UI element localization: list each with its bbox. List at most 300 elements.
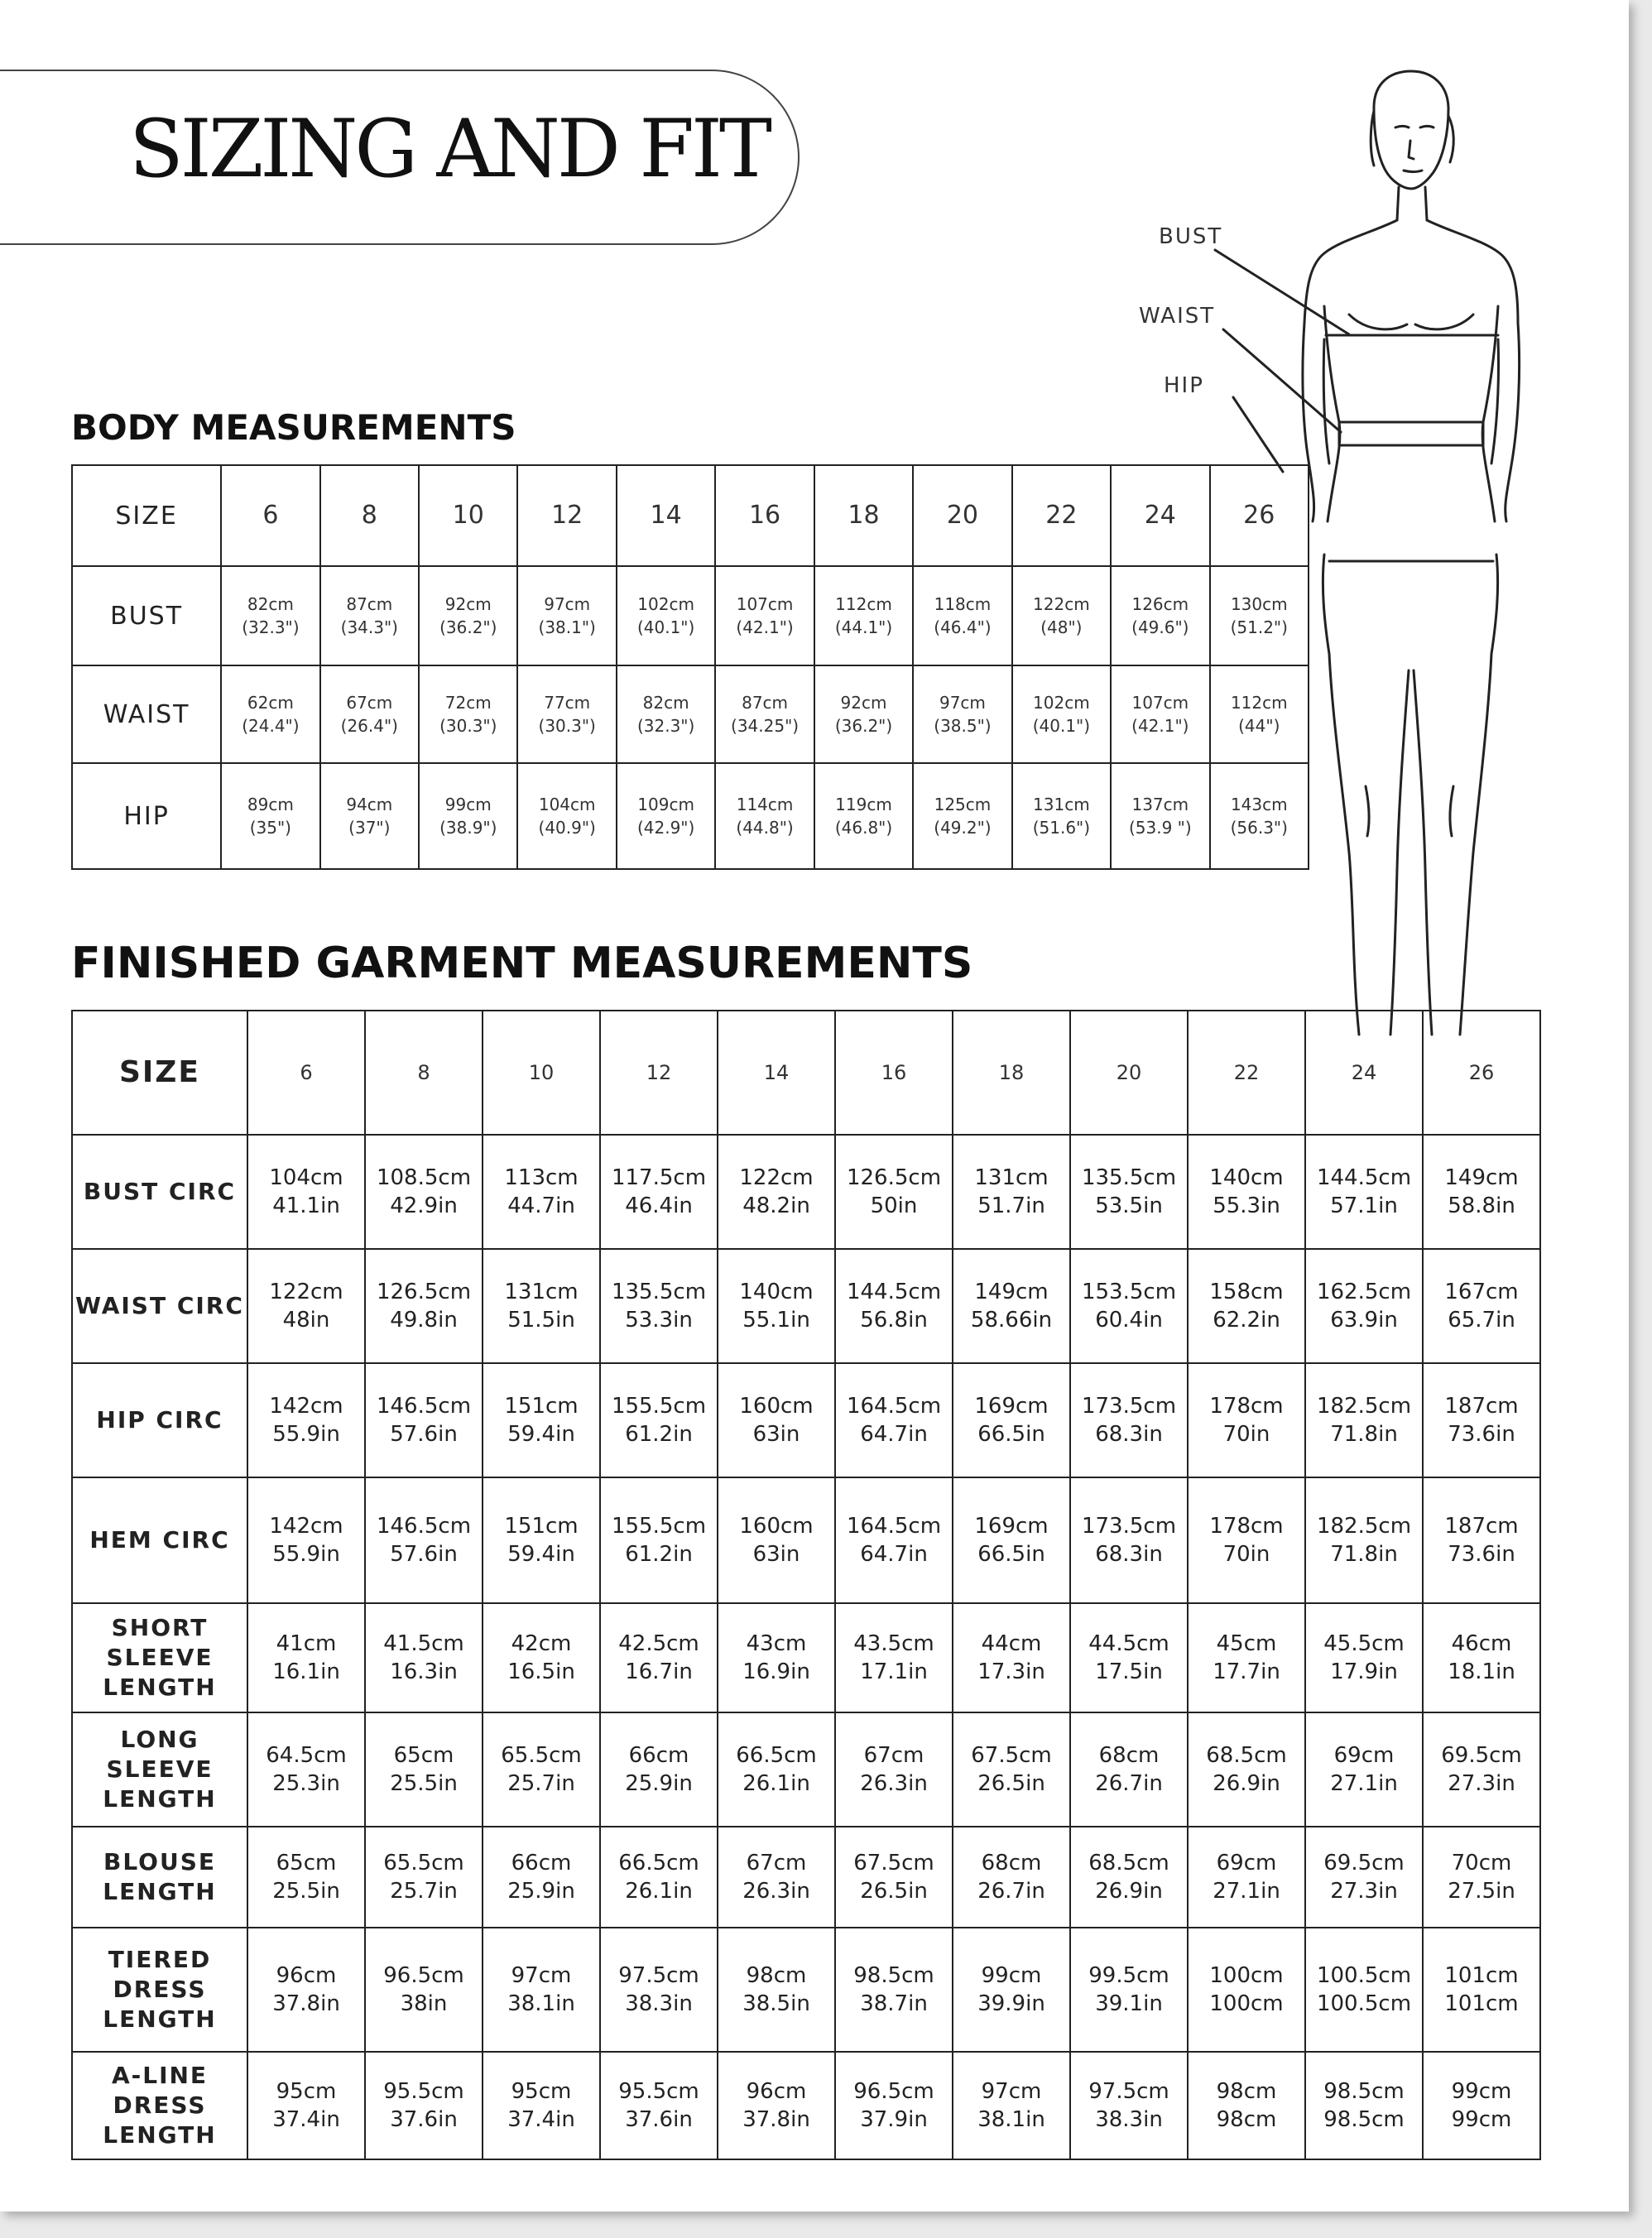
cell-line: 65cm — [276, 1851, 337, 1875]
cell-line: 97.5cm — [618, 1963, 699, 1988]
cell-line: 25.5in — [272, 1879, 340, 1904]
row-label — [72, 1249, 247, 1363]
cell-line: 104cm — [269, 1165, 343, 1190]
cell-line: 41.1in — [272, 1193, 340, 1218]
cell-line: 38.5in — [742, 1991, 810, 2016]
cell-line: 119cm — [835, 795, 892, 814]
measurement-cell — [1210, 665, 1309, 763]
cell-line: 55.1in — [742, 1308, 810, 1333]
cell-line: (51.2") — [1230, 617, 1288, 637]
cell-line: 125cm — [934, 795, 992, 814]
measurement-cell — [365, 1712, 483, 1827]
cell-line: 151cm — [504, 1394, 579, 1419]
cell-line: (34.25") — [731, 716, 800, 736]
cell-line: 122cm — [739, 1165, 814, 1190]
cell-line: 27.5in — [1448, 1879, 1515, 1904]
measurement-cell — [1188, 2052, 1305, 2159]
cell-line: 17.7in — [1213, 1659, 1280, 1684]
measurement-cell — [1305, 1249, 1423, 1363]
cell-line: 26.5in — [977, 1771, 1045, 1796]
cell-line: 39.1in — [1095, 1991, 1163, 2016]
cell-line: 92cm — [840, 693, 887, 713]
measurement-cell — [1188, 1603, 1305, 1712]
cell-line: 87cm — [742, 693, 789, 713]
cell-line: 143cm — [1230, 795, 1288, 814]
cell-line: 102cm — [637, 594, 694, 614]
cell-line: 18.1in — [1448, 1659, 1515, 1684]
measurement-cell — [1305, 2052, 1423, 2159]
cell-line: 104cm — [538, 795, 596, 814]
cell-line: 46cm — [1451, 1631, 1512, 1656]
cell-line: 26.3in — [742, 1879, 810, 1904]
cell-line: (30.3") — [538, 716, 596, 736]
cell-line: (38.9") — [439, 818, 497, 838]
cell-line: 97cm — [544, 594, 591, 614]
measurement-cell — [1210, 566, 1309, 665]
measurement-cell — [365, 1827, 483, 1928]
measurement-cell — [600, 1928, 718, 2052]
measurement-cell — [715, 665, 814, 763]
cell-line: (40.9") — [538, 818, 596, 838]
cell-line: 64.7in — [860, 1542, 928, 1567]
cell-line: LENGTH — [103, 2121, 217, 2149]
row-label: WAIST — [72, 665, 221, 763]
measurement-cell — [835, 1249, 953, 1363]
cell-line: (40.1") — [1032, 716, 1091, 736]
figure-label-bust: BUST — [1159, 224, 1223, 249]
cell-line: 59.4in — [507, 1542, 575, 1567]
measurement-cell — [718, 2052, 835, 2159]
cell-line: 26.9in — [1213, 1771, 1280, 1796]
cell-line: 37.4in — [507, 2107, 575, 2132]
measurement-cell — [600, 1249, 718, 1363]
cell-line: (30.3") — [439, 716, 497, 736]
measurement-cell — [718, 1363, 835, 1477]
measurement-cell — [320, 566, 419, 665]
cell-line: LONG — [120, 1726, 199, 1753]
cell-line: 169cm — [974, 1514, 1049, 1539]
cell-line: (38.1") — [538, 617, 596, 637]
cell-line: 149cm — [1444, 1165, 1519, 1190]
cell-line: 67cm — [346, 693, 393, 713]
measurement-cell — [835, 1827, 953, 1928]
cell-line: 42.9in — [390, 1193, 458, 1218]
measurement-cell — [517, 566, 616, 665]
measurement-cell — [1070, 1249, 1188, 1363]
measurement-cell — [1423, 1928, 1540, 2052]
table-row — [72, 1712, 1540, 1827]
measurement-cell — [600, 1363, 718, 1477]
cell-line: 65cm — [393, 1743, 454, 1768]
cell-line: (53.9 ") — [1128, 818, 1192, 838]
cell-line: 67.5cm — [853, 1851, 934, 1875]
cell-line: 65.5cm — [501, 1743, 582, 1768]
cell-line: 135.5cm — [611, 1280, 707, 1304]
cell-line: 51.7in — [977, 1193, 1045, 1218]
size-8: 8 — [365, 1011, 483, 1135]
cell-line: 27.3in — [1330, 1879, 1398, 1904]
cell-line: 62.2in — [1213, 1308, 1280, 1333]
cell-line: 99cm — [1451, 2079, 1512, 2104]
measurement-cell — [1305, 1603, 1423, 1712]
cell-line: 70in — [1222, 1542, 1270, 1567]
cell-line: 38.1in — [977, 2107, 1045, 2132]
measurement-cell — [483, 1712, 600, 1827]
cell-line: SHORT — [111, 1614, 209, 1641]
cell-line: 107cm — [736, 594, 794, 614]
measurement-cell — [1188, 1363, 1305, 1477]
measurement-cell — [221, 566, 319, 665]
measurement-cell — [1070, 1477, 1188, 1603]
cell-line: 100cm — [1209, 1991, 1284, 2016]
measurement-cell — [1423, 1712, 1540, 1827]
measurement-cell — [247, 2052, 365, 2159]
cell-line: 57.6in — [390, 1422, 458, 1447]
table-row — [72, 2052, 1540, 2159]
measurement-cell — [953, 1249, 1070, 1363]
cell-line: 45cm — [1216, 1631, 1277, 1656]
measurement-cell — [247, 1363, 365, 1477]
row-label — [72, 1135, 247, 1249]
size-22: 22 — [1188, 1011, 1305, 1135]
measurement-cell — [835, 1603, 953, 1712]
cell-line: LENGTH — [103, 1674, 217, 1701]
measurement-cell — [600, 1712, 718, 1827]
row-label — [72, 1827, 247, 1928]
cell-line: 97cm — [511, 1963, 572, 1988]
cell-line: 140cm — [739, 1280, 814, 1304]
measurement-cell — [1070, 1827, 1188, 1928]
cell-line: 42cm — [511, 1631, 572, 1656]
cell-line: 25.7in — [507, 1771, 575, 1796]
cell-line: 101cm — [1444, 1963, 1519, 1988]
cell-line: 66cm — [628, 1743, 689, 1768]
cell-line: 98cm — [1216, 2079, 1277, 2104]
measurement-cell — [953, 1712, 1070, 1827]
cell-line: 95cm — [511, 2079, 572, 2104]
row-label — [72, 1712, 247, 1827]
cell-line: 43cm — [746, 1631, 807, 1656]
cell-line: 57.6in — [390, 1542, 458, 1567]
cell-line: (51.6") — [1032, 818, 1091, 838]
cell-line: 113cm — [504, 1165, 579, 1190]
cell-line: 58.8in — [1448, 1193, 1515, 1218]
measurement-cell — [483, 1827, 600, 1928]
cell-line: 50in — [870, 1193, 918, 1218]
table-row — [72, 1928, 1540, 2052]
cell-line: 108.5cm — [376, 1165, 472, 1190]
cell-line: 43.5cm — [853, 1631, 934, 1656]
measurement-cell — [1111, 566, 1209, 665]
measurement-cell — [1305, 1827, 1423, 1928]
measurement-cell — [1012, 763, 1111, 869]
cell-line: 167cm — [1444, 1280, 1519, 1304]
cell-line: 16.3in — [390, 1659, 458, 1684]
cell-line: 87cm — [346, 594, 393, 614]
measurement-cell — [913, 763, 1011, 869]
row-label — [72, 1928, 247, 2052]
size-24: 24 — [1305, 1011, 1423, 1135]
cell-line: 16.5in — [507, 1659, 575, 1684]
cell-line: SLEEVE — [106, 1755, 214, 1783]
measurement-cell — [1070, 1928, 1188, 2052]
cell-line: 48in — [282, 1308, 330, 1333]
cell-line: 27.1in — [1330, 1771, 1398, 1796]
cell-line: (24.4") — [242, 716, 300, 736]
cell-line: 96cm — [746, 2079, 807, 2104]
cell-line: 71.8in — [1330, 1422, 1398, 1447]
cell-line: 178cm — [1209, 1514, 1284, 1539]
measurement-cell — [600, 2052, 718, 2159]
table-row — [72, 1363, 1540, 1477]
cell-line: TIERED — [108, 1946, 212, 1973]
body-measurements-title: BODY MEASUREMENTS — [71, 407, 516, 448]
measurement-cell — [835, 1363, 953, 1477]
measurement-cell — [320, 763, 419, 869]
measurement-cell — [1070, 1603, 1188, 1712]
cell-line: 97.5cm — [1088, 2079, 1169, 2104]
cell-line: 46.4in — [625, 1193, 693, 1218]
cell-line: (46.8") — [834, 818, 893, 838]
measurement-cell — [1423, 1603, 1540, 1712]
cell-line: 38in — [400, 1991, 448, 2016]
cell-line: (56.3") — [1230, 818, 1288, 838]
cell-line: 187cm — [1444, 1394, 1519, 1419]
measurement-cell — [718, 1712, 835, 1827]
cell-line: 178cm — [1209, 1394, 1284, 1419]
cell-line: 61.2in — [625, 1422, 693, 1447]
size-header-row — [72, 1011, 1540, 1135]
cell-line: 41.5cm — [383, 1631, 464, 1656]
cell-line: 67cm — [746, 1851, 807, 1875]
cell-line: 25.7in — [390, 1879, 458, 1904]
cell-line: 64.7in — [860, 1422, 928, 1447]
cell-line: 131cm — [504, 1280, 579, 1304]
cell-line: LENGTH — [103, 1878, 217, 1905]
measurement-cell — [483, 1477, 600, 1603]
cell-line: 144.5cm — [1316, 1165, 1412, 1190]
cell-line: 67cm — [863, 1743, 924, 1768]
cell-line: DRESS — [113, 1976, 207, 2003]
measurement-cell — [1305, 1363, 1423, 1477]
measurement-cell — [953, 1135, 1070, 1249]
cell-line: 95.5cm — [383, 2079, 464, 2104]
size-18: 18 — [814, 465, 913, 566]
measurement-cell — [365, 1928, 483, 2052]
measurement-cell — [419, 763, 517, 869]
measurement-cell — [814, 665, 913, 763]
measurement-cell — [953, 1603, 1070, 1712]
cell-line: 149cm — [974, 1280, 1049, 1304]
cell-line: 107cm — [1131, 693, 1189, 713]
cell-line: 98.5cm — [1323, 2079, 1405, 2104]
size-6: 6 — [221, 465, 319, 566]
cell-line: 69.5cm — [1441, 1743, 1522, 1768]
measurement-cell — [320, 665, 419, 763]
size-26: 26 — [1423, 1011, 1540, 1135]
measurement-cell — [247, 1477, 365, 1603]
cell-line: 118cm — [934, 594, 992, 614]
cell-line: (37") — [348, 818, 391, 838]
measurement-cell — [835, 1712, 953, 1827]
cell-line: 55.9in — [272, 1542, 340, 1567]
measurement-cell — [1111, 665, 1209, 763]
measurement-cell — [419, 566, 517, 665]
cell-line: (40.1") — [636, 617, 695, 637]
size-12: 12 — [517, 465, 616, 566]
cell-line: 26.7in — [1095, 1771, 1163, 1796]
cell-line: (46.4") — [934, 617, 992, 637]
measurement-cell — [600, 1135, 718, 1249]
cell-line: 17.9in — [1330, 1659, 1398, 1684]
cell-line: LENGTH — [103, 1785, 217, 1813]
measurement-cell — [1423, 1827, 1540, 1928]
measurement-cell — [953, 1363, 1070, 1477]
size-label: SIZE — [72, 1011, 247, 1135]
row-label — [72, 1603, 247, 1712]
cell-line: 99cm — [1451, 2107, 1512, 2132]
measurement-cell — [1188, 1249, 1305, 1363]
measurement-cell — [247, 1827, 365, 1928]
cell-line: 58.66in — [970, 1308, 1053, 1333]
cell-line: 97cm — [939, 693, 986, 713]
cell-line: 97cm — [981, 2079, 1042, 2104]
cell-line: 114cm — [736, 795, 794, 814]
cell-line: 100.5cm — [1316, 1991, 1412, 2016]
cell-line: 16.1in — [272, 1659, 340, 1684]
measurement-cell — [953, 1477, 1070, 1603]
measurement-cell — [953, 2052, 1070, 2159]
measurement-cell — [1188, 1712, 1305, 1827]
measurement-cell — [483, 1363, 600, 1477]
measurement-cell — [715, 763, 814, 869]
cell-line: 102cm — [1033, 693, 1090, 713]
measurement-cell — [718, 1249, 835, 1363]
cell-line: 69cm — [1333, 1743, 1395, 1768]
row-label — [72, 1477, 247, 1603]
cell-line: 117.5cm — [611, 1165, 707, 1190]
cell-line: (36.2") — [439, 617, 497, 637]
figure-label-hip: HIP — [1164, 373, 1204, 398]
measurement-cell — [221, 763, 319, 869]
cell-line: 26.1in — [742, 1771, 810, 1796]
measurement-cell — [913, 665, 1011, 763]
cell-line: 151cm — [504, 1514, 579, 1539]
cell-line: 53.3in — [625, 1308, 693, 1333]
cell-line: 44cm — [981, 1631, 1042, 1656]
cell-line: 67.5cm — [971, 1743, 1052, 1768]
cell-line: 71.8in — [1330, 1542, 1398, 1567]
cell-line: 130cm — [1230, 594, 1288, 614]
size-label: SIZE — [72, 465, 221, 566]
cell-line: 26.5in — [860, 1879, 928, 1904]
measurement-cell — [1012, 665, 1111, 763]
cell-line: 96cm — [276, 1963, 337, 1988]
measurement-cell — [1012, 566, 1111, 665]
measurement-cell — [1423, 1135, 1540, 1249]
measurement-cell — [483, 1928, 600, 2052]
cell-line: 96.5cm — [383, 1963, 464, 1988]
cell-line: 37.6in — [390, 2107, 458, 2132]
cell-line: 37.9in — [860, 2107, 928, 2132]
cell-line: 64.5cm — [266, 1743, 347, 1768]
cell-line: 112cm — [835, 594, 892, 614]
cell-line: 155.5cm — [611, 1394, 707, 1419]
measurement-cell — [600, 1477, 718, 1603]
cell-line: 17.5in — [1095, 1659, 1163, 1684]
cell-line: 82cm — [642, 693, 689, 713]
cell-line: 82cm — [247, 594, 294, 614]
cell-line: 68.5cm — [1088, 1851, 1169, 1875]
size-20: 20 — [913, 465, 1011, 566]
cell-line: 65.7in — [1448, 1308, 1515, 1333]
cell-line: 131cm — [1033, 795, 1090, 814]
measurement-cell — [913, 566, 1011, 665]
measurement-cell — [1305, 1712, 1423, 1827]
cell-line: 173.5cm — [1081, 1394, 1177, 1419]
cell-line: 44.7in — [507, 1193, 575, 1218]
body-measurements-table — [71, 464, 1309, 870]
measurement-cell — [1188, 1928, 1305, 2052]
cell-line: 98.5cm — [1323, 2107, 1405, 2132]
measurement-cell — [483, 1135, 600, 1249]
cell-line: 66cm — [511, 1851, 572, 1875]
cell-line: 45.5cm — [1323, 1631, 1405, 1656]
measurement-cell — [1305, 1135, 1423, 1249]
measurement-cell — [247, 1603, 365, 1712]
cell-line: 25.5in — [390, 1771, 458, 1796]
measurement-cell — [247, 1249, 365, 1363]
measurement-cell — [718, 1477, 835, 1603]
cell-line: 68.3in — [1095, 1422, 1163, 1447]
measurement-cell — [718, 1928, 835, 2052]
table-row — [72, 1477, 1540, 1603]
cell-line: 122cm — [269, 1280, 343, 1304]
cell-line: 25.3in — [272, 1771, 340, 1796]
cell-line: 37.8in — [742, 2107, 810, 2132]
measurement-cell — [953, 1827, 1070, 1928]
cell-line: 66.5in — [977, 1422, 1045, 1447]
cell-line: 160cm — [739, 1514, 814, 1539]
measurement-cell — [1070, 1135, 1188, 1249]
cell-line: HEM CIRC — [89, 1526, 230, 1554]
cell-line: A-LINE — [111, 2062, 209, 2089]
size-20: 20 — [1070, 1011, 1188, 1135]
cell-line: (32.3") — [242, 617, 300, 637]
cell-line: BUST CIRC — [83, 1178, 237, 1205]
measurement-cell — [1423, 1477, 1540, 1603]
cell-line: WAIST CIRC — [75, 1292, 244, 1319]
cell-line: 73.6in — [1448, 1422, 1515, 1447]
cell-line: (44.8") — [736, 818, 794, 838]
cell-line: 39.9in — [977, 1991, 1045, 2016]
cell-line: 25.9in — [625, 1771, 693, 1796]
cell-line: 59.4in — [507, 1422, 575, 1447]
measurement-cell — [1423, 1363, 1540, 1477]
cell-line: 37.8in — [272, 1991, 340, 2016]
page-title: SIZING AND FIT — [129, 103, 769, 195]
cell-line: 55.3in — [1213, 1193, 1280, 1218]
table-row — [72, 1603, 1540, 1712]
table-row — [72, 1827, 1540, 1928]
measurement-cell — [617, 566, 715, 665]
cell-line: 173.5cm — [1081, 1514, 1177, 1539]
measurement-cell — [814, 763, 913, 869]
measurement-cell — [365, 1603, 483, 1712]
measurement-cell — [1188, 1827, 1305, 1928]
cell-line: 26.9in — [1095, 1879, 1163, 1904]
measurement-cell — [835, 1928, 953, 2052]
